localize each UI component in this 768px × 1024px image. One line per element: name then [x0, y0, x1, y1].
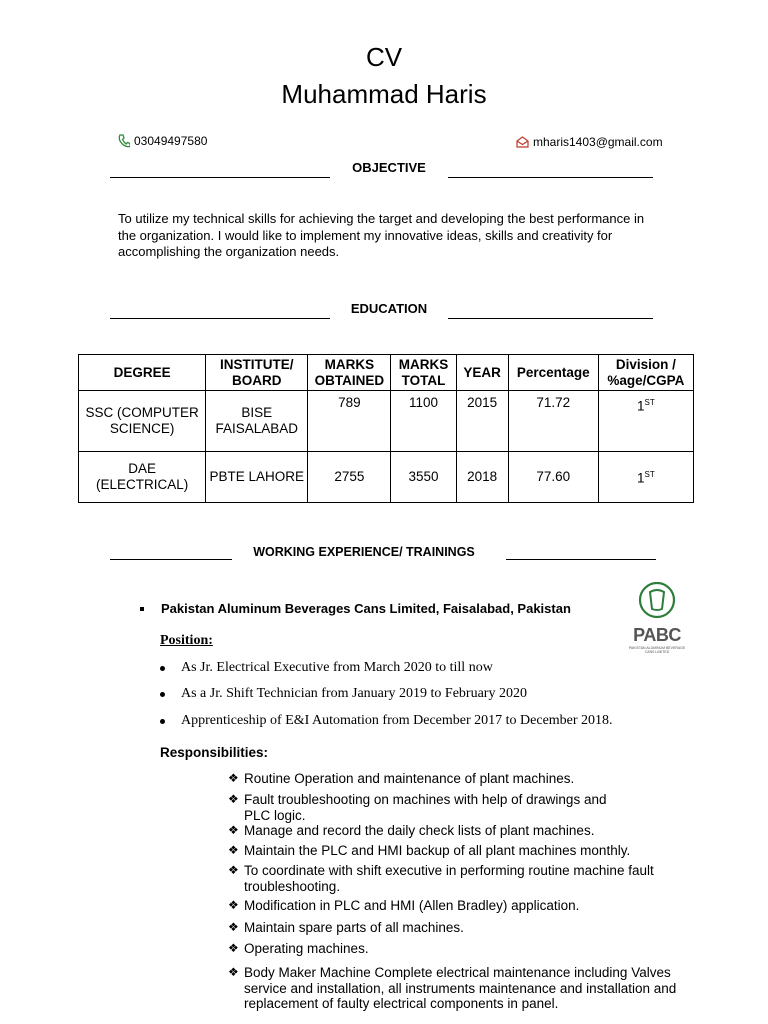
list-item	[228, 792, 628, 823]
logo-text: PABC	[633, 625, 681, 645]
position-label: Position:	[160, 633, 213, 648]
responsibilities-label: Responsibilities:	[160, 745, 269, 760]
cell-division	[598, 452, 693, 503]
education-table	[78, 354, 694, 503]
diamond-bullet-icon: ❖	[228, 898, 239, 912]
header-institute: INSTITUTE/ BOARD	[206, 355, 308, 391]
responsibility-text: Maintain the PLC and HMI backup of all plant machines monthly.	[244, 843, 631, 858]
responsibility-text: Routine Operation and maintenance of plant machines.	[244, 771, 575, 786]
diamond-bullet-icon: ❖	[228, 823, 239, 837]
cell-obtained: 2755	[308, 452, 391, 503]
phone-icon	[118, 134, 130, 148]
division-value: 1	[637, 398, 645, 414]
logo-subtext: PAKISTAN ALUMINUM BEVERAGE CANS LIMITED	[628, 646, 686, 654]
position-text: As Jr. Electrical Executive from March 2020 to till now	[181, 660, 493, 675]
phone-contact	[118, 134, 207, 148]
list-item	[228, 920, 698, 936]
responsibility-text: Modification in PLC and HMI (Allen Bradley) application.	[244, 898, 580, 913]
header-marks-total: MARKS TOTAL	[391, 355, 456, 391]
list-item	[228, 965, 703, 1012]
company-name: Pakistan Aluminum Beverages Cans Limited, Faisalabad, Pakistan	[161, 601, 571, 616]
table-row	[79, 452, 694, 503]
diamond-bullet-icon: ❖	[228, 771, 239, 785]
diamond-bullet-icon: ❖	[228, 863, 239, 877]
cell-division	[598, 391, 693, 452]
cell-degree: DAE (ELECTRICAL)	[79, 452, 206, 503]
list-item	[228, 843, 698, 859]
list-item	[228, 898, 698, 914]
cell-total: 1100	[391, 391, 456, 452]
list-item	[160, 713, 613, 729]
cell-total: 3550	[391, 452, 456, 503]
cell-year: 2015	[456, 391, 508, 452]
cell-year: 2018	[456, 452, 508, 503]
header-division: Division / %age/CGPA	[598, 355, 693, 391]
header-year: YEAR	[456, 355, 508, 391]
list-item	[228, 823, 698, 839]
division-value: 1	[637, 470, 645, 486]
header-degree: DEGREE	[79, 355, 206, 391]
divider-line	[110, 177, 330, 178]
diamond-bullet-icon: ❖	[228, 792, 239, 806]
phone-number: 03049497580	[134, 134, 208, 148]
cell-percentage: 77.60	[508, 452, 598, 503]
list-item	[160, 686, 527, 702]
company-entry	[140, 601, 571, 616]
header-percentage: Percentage	[508, 355, 598, 391]
table-row	[79, 391, 694, 452]
email-address: mharis1403@gmail.com	[533, 135, 663, 149]
responsibility-text: Operating machines.	[244, 941, 369, 956]
cell-institute: PBTE LAHORE	[206, 452, 308, 503]
list-item	[228, 771, 698, 787]
responsibility-text: To coordinate with shift executive in performing routine machine fault troubleshooting.	[244, 863, 654, 894]
responsibility-text: Body Maker Machine Complete electrical maintenance including Valves service and installation, all instruments maintenance and installation and replacement of faulty electrical components in panel.	[244, 965, 677, 1011]
list-item	[160, 660, 493, 676]
objective-text: To utilize my technical skills for achieving the target and developing the best performance in the organization. I would like to implement my innovative ideas, skills and creativity for accomplishing the organization needs.	[118, 211, 645, 259]
cell-degree: SSC (COMPUTER SCIENCE)	[79, 391, 206, 452]
cv-label: CV	[365, 42, 403, 72]
divider-line	[110, 559, 232, 560]
bullet-icon	[160, 666, 165, 671]
cell-institute: BISE FAISALABAD	[206, 391, 308, 452]
responsibility-text: Manage and record the daily check lists of plant machines.	[244, 823, 595, 838]
responsibility-text: Fault troubleshooting on machines with help of drawings and PLC logic.	[244, 792, 607, 823]
square-bullet-icon	[140, 607, 144, 611]
table-header-row	[79, 355, 694, 391]
divider-line	[110, 318, 330, 319]
divider-line	[506, 559, 656, 560]
header-marks-obtained: MARKS OBTAINED	[308, 355, 391, 391]
cell-percentage: 71.72	[508, 391, 598, 452]
section-title-experience: WORKING EXPERIENCE/ TRAININGS	[253, 545, 475, 559]
diamond-bullet-icon: ❖	[228, 965, 239, 979]
company-logo	[626, 582, 688, 654]
position-text: Apprenticeship of E&I Automation from December 2017 to December 2018.	[181, 713, 613, 728]
diamond-bullet-icon: ❖	[228, 843, 239, 857]
section-title-objective: OBJECTIVE	[352, 160, 426, 175]
applicant-name: Muhammad Haris	[281, 79, 487, 109]
divider-line	[448, 318, 653, 319]
division-suffix: ST	[644, 470, 655, 480]
section-title-education: EDUCATION	[350, 301, 428, 316]
email-contact	[516, 135, 663, 149]
list-item	[228, 941, 698, 957]
bullet-icon	[160, 692, 165, 697]
position-text: As a Jr. Shift Technician from January 2019 to February 2020	[181, 686, 527, 701]
diamond-bullet-icon: ❖	[228, 920, 239, 934]
diamond-bullet-icon: ❖	[228, 941, 239, 955]
cell-obtained: 789	[308, 391, 391, 452]
divider-line	[448, 177, 653, 178]
bullet-icon	[160, 719, 165, 724]
responsibility-text: Maintain spare parts of all machines.	[244, 920, 464, 935]
can-logo-icon	[626, 582, 688, 620]
division-suffix: ST	[644, 398, 655, 407]
mail-icon	[516, 136, 529, 148]
list-item	[228, 863, 658, 894]
